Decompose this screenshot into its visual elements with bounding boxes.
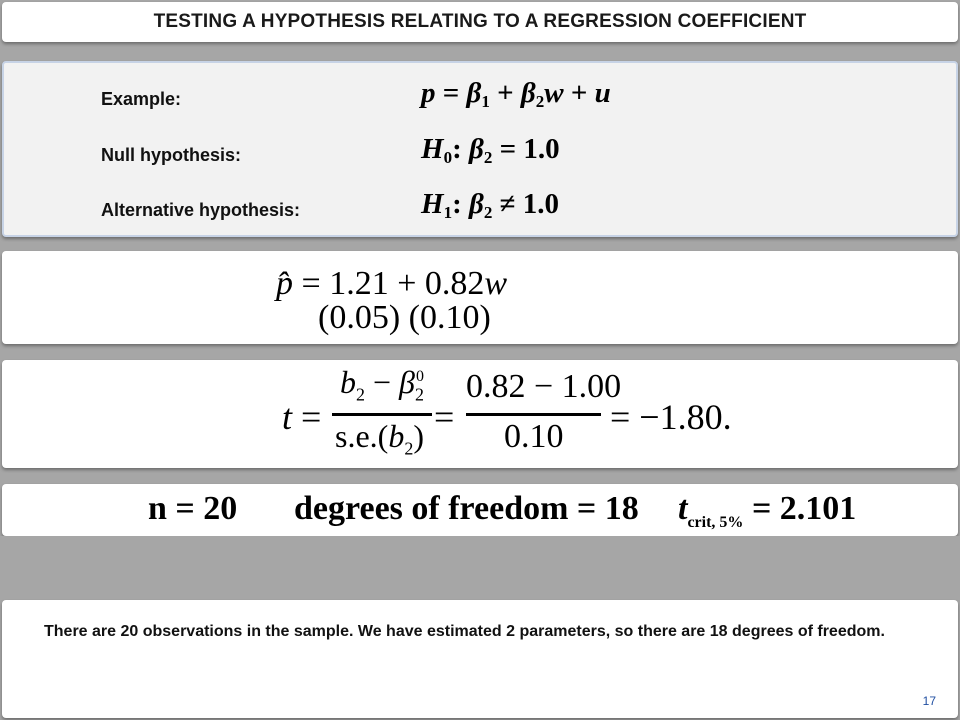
null-hypothesis-label: Null hypothesis: [101, 145, 242, 165]
alternative-hypothesis-equation: $H_1$: $\beta_2 \ne 1.0$ [421, 188, 560, 222]
t-critical-value: = 2.101 [751, 490, 857, 527]
example-equation: $p = \beta_1 + \beta_2w + u$ [421, 77, 611, 111]
t-critical: $t_{crit, 5\%} = 2.101$ [678, 490, 857, 531]
numeric-fraction-bar [466, 413, 601, 416]
t-critical-subscript: crit, 5% [687, 513, 744, 531]
null-hypothesis-equation: $H_0$: $\beta_2 = 1.0$ [421, 133, 560, 167]
t-symbol: t = [282, 397, 322, 437]
symbolic-fraction-bar [332, 413, 432, 416]
slope-value: 0.82 [424, 265, 485, 302]
t-statistic-panel [2, 360, 958, 468]
standard-errors [318, 299, 491, 337]
numeric-denominator: 0.10 [504, 418, 564, 455]
symbolic-numerator: $b_2 - \beta_2^0$ [340, 364, 424, 405]
intercept-se: (0.05) [318, 299, 401, 336]
slope-se: (0.10) [408, 299, 491, 336]
degrees-of-freedom-panel [2, 484, 958, 536]
intercept-value: 1.21 [329, 265, 389, 302]
example-label: Example: [101, 89, 182, 109]
symbolic-denominator: $s.e.(b_2)$ [335, 418, 424, 459]
gray-gap [0, 536, 960, 598]
sample-size: n = 20 [148, 490, 238, 527]
t-result: = −1.80. [610, 397, 732, 437]
page-number: 17 [922, 694, 936, 708]
estimated-equation: p̂ = 1.21 + 0.82w [276, 265, 508, 302]
equals-sign: = [434, 397, 455, 437]
title-bar [2, 2, 958, 42]
note-text: There are 20 observations in the sample. We have estimated 2 parameters, so there are 18 degrees of freedom. [44, 623, 885, 640]
alt-value: 1.0 [522, 188, 560, 220]
degrees-of-freedom: degrees of freedom = 18 [294, 490, 639, 527]
null-value: 1.0 [523, 133, 560, 165]
estimated-regression-panel [2, 251, 958, 344]
note-panel [2, 600, 958, 718]
alternative-hypothesis-label: Alternative hypothesis: [101, 200, 301, 220]
slide-title: TESTING A HYPOTHESIS RELATING TO A REGRESSION COEFFICIENT [153, 11, 807, 32]
hypothesis-panel [2, 61, 958, 237]
numeric-numerator: 0.82 − 1.00 [466, 368, 622, 405]
